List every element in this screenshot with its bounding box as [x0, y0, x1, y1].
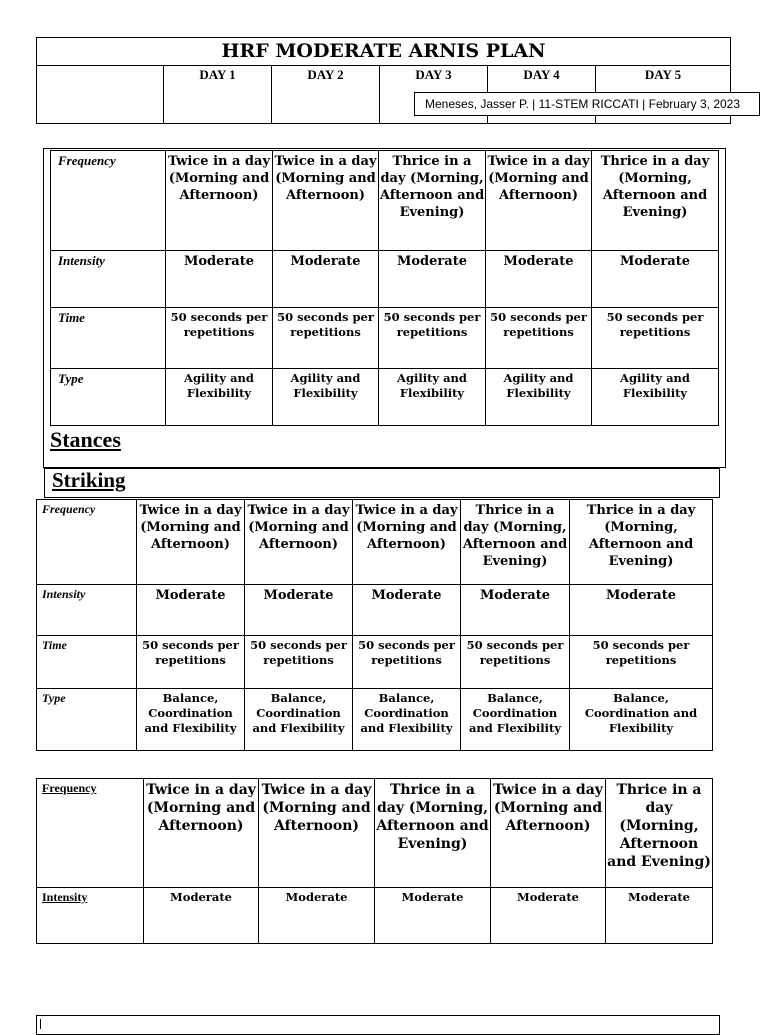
type-cell: Agility and Flexibility	[273, 369, 379, 426]
type-cell: Balance, Coordination and Flexibility	[137, 689, 245, 751]
author-info-box: Meneses, Jasser P. | 11-STEM RICCATI | February 3, 2023	[414, 92, 760, 116]
frequency-cell: Twice in a day (Morning and Afternoon)	[491, 779, 606, 888]
type-cell: Balance, Coordination and Flexibility	[353, 689, 461, 751]
frequency-cell: Twice in a day (Morning and Afternoon)	[486, 151, 592, 251]
frequency-cell: Twice in a day (Morning and Afternoon)	[353, 500, 461, 585]
intensity-label: Intensity	[37, 888, 144, 944]
type-cell: Balance, Coordination and Flexibility	[461, 689, 570, 751]
type-cell: Balance, Coordination and Flexibility	[245, 689, 353, 751]
frequency-cell: Thrice in a day (Morning, Afternoon and Evening)	[379, 151, 486, 251]
intensity-cell: Moderate	[375, 888, 491, 944]
page-title: HRF MODERATE ARNIS PLAN	[37, 38, 731, 66]
type-cell: Balance, Coordination and Flexibility	[570, 689, 713, 751]
header-empty-cell	[37, 66, 164, 124]
time-cell: 50 seconds per repetitions	[166, 308, 273, 369]
frequency-label: Frequency	[37, 500, 137, 585]
day-1-header: DAY 1	[164, 66, 272, 124]
stances-table	[50, 150, 719, 426]
time-cell: 50 seconds per repetitions	[137, 636, 245, 689]
time-cell: 50 seconds per repetitions	[461, 636, 570, 689]
time-cell: 50 seconds per repetitions	[379, 308, 486, 369]
time-cell: 50 seconds per repetitions	[245, 636, 353, 689]
intensity-cell: Moderate	[245, 585, 353, 636]
frequency-cell: Thrice in a day (Morning, Afternoon and Evening)	[375, 779, 491, 888]
type-cell: Agility and Flexibility	[592, 369, 719, 426]
frequency-cell: Twice in a day (Morning and Afternoon)	[144, 779, 259, 888]
striking-table	[36, 499, 713, 751]
intensity-cell: Moderate	[570, 585, 713, 636]
stances-heading: Stances	[50, 427, 121, 452]
striking-heading-box	[44, 468, 720, 498]
type-label: Type	[37, 689, 137, 751]
intensity-cell: Moderate	[491, 888, 606, 944]
intensity-cell: Moderate	[461, 585, 570, 636]
day-5-header: DAY 5	[596, 66, 731, 124]
intensity-cell: Moderate	[273, 251, 379, 308]
intensity-cell: Moderate	[166, 251, 273, 308]
frequency-cell: Thrice in a day (Morning, Afternoon and Evening)	[570, 500, 713, 585]
time-label: Time	[51, 308, 166, 369]
intensity-cell: Moderate	[379, 251, 486, 308]
day-2-header: DAY 2	[272, 66, 380, 124]
time-cell: 50 seconds per repetitions	[273, 308, 379, 369]
frequency-cell: Twice in a day (Morning and Afternoon)	[137, 500, 245, 585]
day-3-header: DAY 3	[380, 66, 488, 124]
bottom-box	[36, 1015, 720, 1035]
intensity-cell: Moderate	[486, 251, 592, 308]
frequency-cell: Thrice in a day (Morning, Afternoon and Evening)	[461, 500, 570, 585]
striking-heading: Striking	[52, 468, 126, 492]
frequency-cell: Twice in a day (Morning and Afternoon)	[166, 151, 273, 251]
frequency-cell: Twice in a day (Morning and Afternoon)	[245, 500, 353, 585]
frequency-label: Frequency	[51, 151, 166, 251]
intensity-cell: Moderate	[259, 888, 375, 944]
frequency-cell: Twice in a day (Morning and Afternoon)	[273, 151, 379, 251]
type-cell: Agility and Flexibility	[486, 369, 592, 426]
frequency-label: Frequency	[37, 779, 144, 888]
intensity-cell: Moderate	[137, 585, 245, 636]
bottom-box-inner-line	[40, 1019, 41, 1029]
time-cell: 50 seconds per repetitions	[486, 308, 592, 369]
time-label: Time	[37, 636, 137, 689]
intensity-label: Intensity	[51, 251, 166, 308]
type-label: Type	[51, 369, 166, 426]
time-cell: 50 seconds per repetitions	[353, 636, 461, 689]
frequency-cell: Twice in a day (Morning and Afternoon)	[259, 779, 375, 888]
type-cell: Agility and Flexibility	[379, 369, 486, 426]
intensity-cell: Moderate	[353, 585, 461, 636]
third-table	[36, 778, 713, 944]
intensity-cell: Moderate	[144, 888, 259, 944]
intensity-cell: Moderate	[592, 251, 719, 308]
intensity-cell: Moderate	[606, 888, 713, 944]
day-4-header: DAY 4	[488, 66, 596, 124]
intensity-label: Intensity	[37, 585, 137, 636]
type-cell: Agility and Flexibility	[166, 369, 273, 426]
frequency-cell: Thrice in a day (Morning, Afternoon and Evening)	[592, 151, 719, 251]
time-cell: 50 seconds per repetitions	[570, 636, 713, 689]
frequency-cell: Thrice in a day (Morning, Afternoon and Evening)	[606, 779, 713, 888]
time-cell: 50 seconds per repetitions	[592, 308, 719, 369]
